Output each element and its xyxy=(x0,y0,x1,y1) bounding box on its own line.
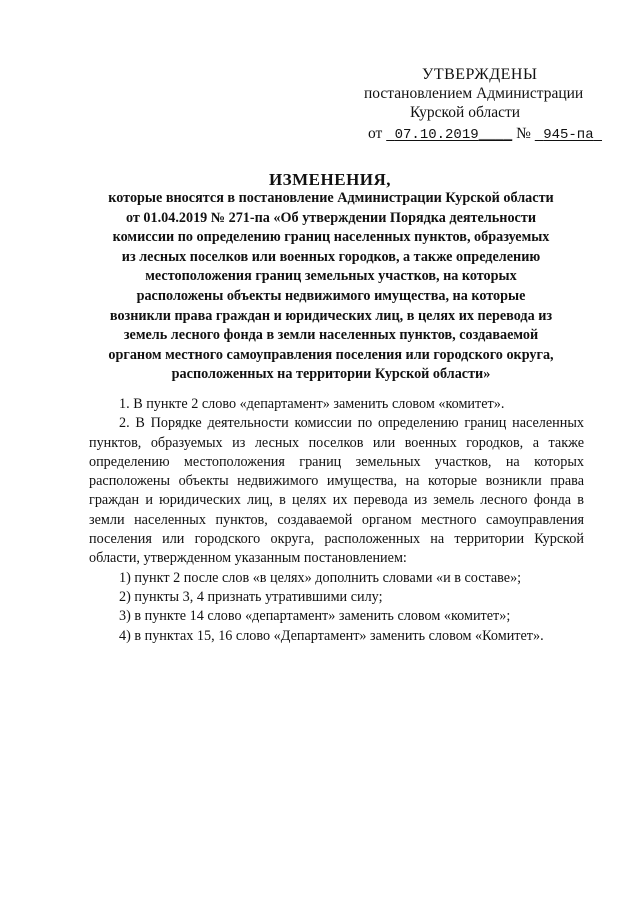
subheading-line: местоположения границ земельных участков, на которых xyxy=(145,268,517,285)
list-item: 3) в пункте 14 слово «департамент» заменить словом «комитет»; xyxy=(119,608,511,625)
approval-issuer: постановлением Администрации xyxy=(364,85,584,102)
number-prefix: № xyxy=(516,125,531,142)
number-value: 945-па xyxy=(543,127,594,143)
subheading-line: органом местного самоуправления поселения или городского округа, xyxy=(108,346,554,363)
document-heading: ИЗМЕНЕНИЯ, xyxy=(268,170,392,189)
approval-date-line xyxy=(368,125,602,144)
list-item: 4) в пунктах 15, 16 слово «Департамент» заменить словом «Комитет». xyxy=(119,627,544,644)
approval-region: Курской области xyxy=(410,104,521,121)
subheading-line: которые вносятся в постановление Администрации Курской области xyxy=(108,190,554,206)
list-item: 1) пункт 2 после слов «в целях» дополнить словами «и в составе»; xyxy=(119,569,522,586)
subheading-line: возникли права граждан и юридических лиц, в целях их перевода из xyxy=(109,307,553,324)
subheading-line: из лесных поселков или военных городков, а также определению xyxy=(121,248,541,265)
subheading-line: земель лесного фонда в земли населенных пунктов, создаваемой xyxy=(123,327,539,344)
document-body xyxy=(89,395,584,646)
approval-title: УТВЕРЖДЕНЫ xyxy=(422,66,538,83)
date-prefix: от xyxy=(368,125,383,142)
paragraph-1: 1. В пункте 2 слово «департамент» заменить словом «комитет». xyxy=(119,396,505,412)
subheading-line: расположенных на территории Курской области» xyxy=(171,366,491,383)
subheading-line: комиссии по определению границ населенных пунктов, образуемых xyxy=(112,229,550,246)
subheading-line: расположены объекты недвижимого имущества, на которые xyxy=(136,287,526,304)
date-value: 07.10.2019____ xyxy=(394,127,513,143)
list-item: 2) пункты 3, 4 признать утратившими силу; xyxy=(119,588,383,605)
paragraph-2: 2. В Порядке деятельности комиссии по определению границ населенных пунктов, образуемых из лесных поселков или военных городков, а также определению местоположения границ земельных участков, на которых расположены объекты недвижимого имущества, на которые возникли права граждан и юридических лиц, в целях их перевода из земель лесного фонда в земли населенных пунктов, создаваемой органом местного самоуправления поселения или городского округа, расположенных на территории Курской области, утвержденном указанным постановлением: xyxy=(89,415,584,567)
subheading-line: от 01.04.2019 № 271-па «Об утверждении Порядка деятельности xyxy=(125,209,536,226)
document-subheading xyxy=(78,189,584,385)
